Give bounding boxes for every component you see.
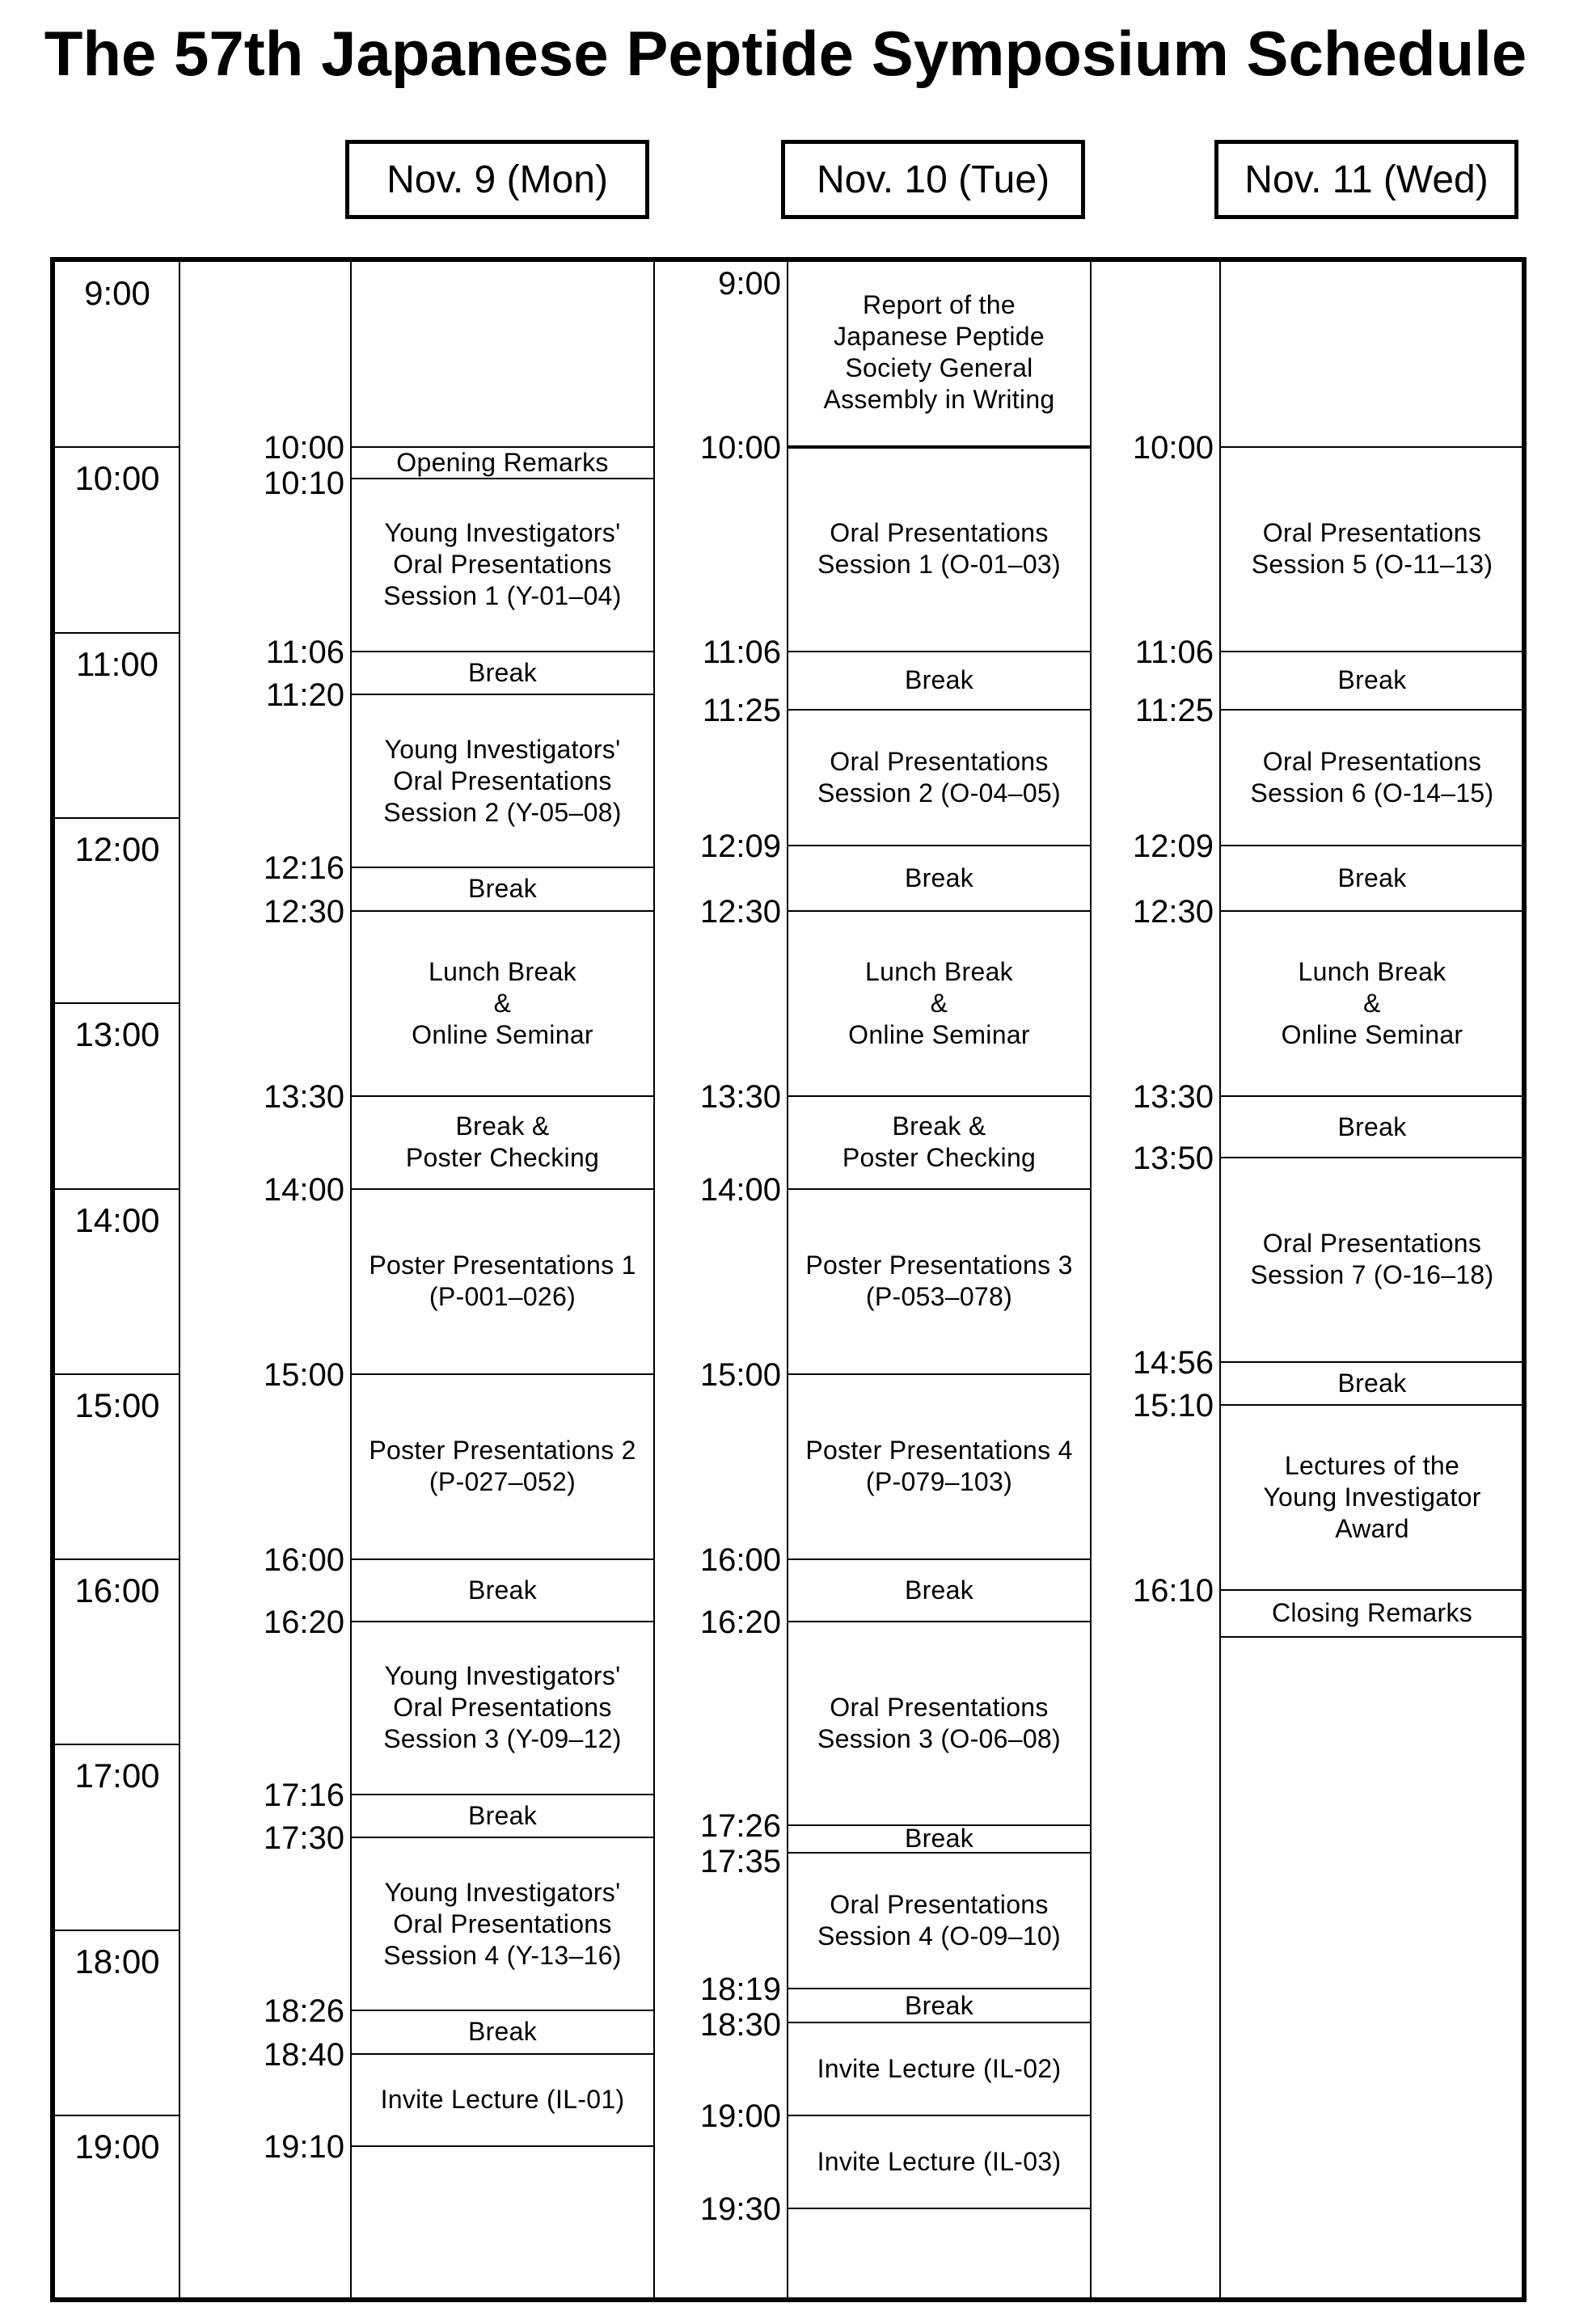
hour-divider bbox=[55, 1002, 179, 1004]
time-label-wed: 16:10 bbox=[1132, 1573, 1214, 1609]
time-label-tue: 15:00 bbox=[699, 1356, 781, 1393]
time-label-tue: 17:35 bbox=[699, 1843, 781, 1879]
event-block-tue: Break bbox=[904, 863, 974, 892]
event-block-tue: Invite Lecture (IL-02) bbox=[817, 2054, 1062, 2084]
event-block-tue: Oral Presentations Session 1 (O-01–03) bbox=[817, 518, 1061, 580]
column-divider bbox=[179, 262, 180, 2297]
time-label-tue: 16:00 bbox=[699, 1542, 781, 1579]
event-block-mon: Young Investigators' Oral Presentations Session 4 (Y-13–16) bbox=[383, 1877, 622, 1970]
time-label-tue: 10:00 bbox=[699, 430, 781, 466]
event-block-mon: Lunch Break & Online Seminar bbox=[412, 956, 593, 1049]
event-block-mon: Break & Poster Checking bbox=[405, 1111, 600, 1173]
hour-divider bbox=[55, 446, 179, 448]
hour-divider bbox=[55, 1558, 179, 1560]
hour-divider bbox=[55, 1188, 179, 1190]
time-label-tue: 17:26 bbox=[699, 1807, 781, 1844]
event-block-tue: Oral Presentations Session 2 (O-04–05) bbox=[817, 747, 1061, 808]
event-block-mon: Young Investigators' Oral Presentations Session 1 (Y-01–04) bbox=[383, 518, 622, 611]
time-label-wed: 13:50 bbox=[1132, 1141, 1214, 1177]
time-label-mon: 15:00 bbox=[263, 1356, 344, 1393]
time-label-mon: 18:26 bbox=[263, 1993, 344, 2030]
time-label-tue: 18:30 bbox=[699, 2007, 781, 2044]
time-label-tue: 11:25 bbox=[702, 693, 781, 729]
time-label-tue: 11:06 bbox=[702, 634, 781, 670]
event-block-tue: Lunch Break & Online Seminar bbox=[848, 956, 1030, 1049]
hour-label: 12:00 bbox=[74, 829, 160, 868]
hour-label: 19:00 bbox=[74, 2128, 160, 2166]
event-block-wed: Lectures of the Young Investigator Award bbox=[1263, 1451, 1481, 1544]
time-label-tue: 14:00 bbox=[699, 1171, 781, 1208]
hour-divider bbox=[55, 2115, 179, 2116]
time-label-mon: 17:30 bbox=[263, 1820, 344, 1857]
event-block-wed: Break bbox=[1337, 1111, 1407, 1141]
event-block-mon: Break bbox=[467, 2017, 538, 2047]
time-label-mon: 19:10 bbox=[263, 2129, 344, 2166]
event-block-tue: Break bbox=[904, 665, 974, 695]
time-label-tue: 12:30 bbox=[699, 893, 781, 930]
event-block-mon: Poster Presentations 2 (P-027–052) bbox=[369, 1436, 636, 1497]
event-block-tue: Poster Presentations 4 (P-079–103) bbox=[805, 1436, 1073, 1497]
time-label-wed: 13:30 bbox=[1132, 1078, 1214, 1115]
day-header-tue: Nov. 10 (Tue) bbox=[781, 140, 1085, 219]
event-block-mon: Invite Lecture (IL-01) bbox=[380, 2085, 625, 2115]
event-block-tue: Oral Presentations Session 3 (O-06–08) bbox=[817, 1692, 1061, 1753]
hour-divider bbox=[55, 817, 179, 819]
event-block-tue: Poster Presentations 3 (P-053–078) bbox=[805, 1251, 1073, 1312]
time-label-mon: 12:16 bbox=[263, 850, 344, 887]
event-block-tue: Break bbox=[904, 1575, 974, 1605]
time-label-wed: 15:10 bbox=[1132, 1388, 1214, 1424]
hour-label: 9:00 bbox=[84, 274, 150, 312]
event-block-mon: Poster Presentations 1 (P-001–026) bbox=[369, 1251, 636, 1312]
event-block-mon: Young Investigators' Oral Presentations Session 2 (Y-05–08) bbox=[383, 734, 622, 827]
time-label-mon: 11:06 bbox=[265, 634, 344, 670]
time-label-wed: 12:30 bbox=[1132, 893, 1214, 930]
time-label-tue: 19:00 bbox=[699, 2098, 781, 2134]
time-label-mon: 13:30 bbox=[263, 1078, 344, 1115]
event-block-wed: Oral Presentations Session 5 (O-11–13) bbox=[1251, 518, 1493, 580]
event-block-mon: Break bbox=[467, 874, 538, 904]
event-block-tue: Break bbox=[904, 1824, 974, 1854]
time-label-mon: 16:20 bbox=[263, 1604, 344, 1640]
time-label-tue: 9:00 bbox=[718, 266, 781, 302]
day-header-wed: Nov. 11 (Wed) bbox=[1214, 140, 1518, 219]
hour-divider bbox=[55, 1930, 179, 1931]
event-block-mon: Young Investigators' Oral Presentations Session 3 (Y-09–12) bbox=[383, 1661, 622, 1754]
hour-label: 11:00 bbox=[76, 644, 158, 683]
hour-label: 17:00 bbox=[74, 1757, 160, 1795]
event-block-tue: Break bbox=[904, 1990, 974, 2020]
day-header-mon: Nov. 9 (Mon) bbox=[345, 140, 649, 219]
hour-label: 15:00 bbox=[74, 1386, 160, 1424]
event-block-wed: Oral Presentations Session 7 (O-16–18) bbox=[1250, 1229, 1494, 1290]
time-label-tue: 19:30 bbox=[699, 2191, 781, 2227]
event-block-wed: Break bbox=[1337, 665, 1407, 695]
time-label-mon: 18:40 bbox=[263, 2036, 344, 2073]
event-block-wed: Closing Remarks bbox=[1271, 1598, 1473, 1628]
event-block-wed: Break bbox=[1337, 1368, 1407, 1398]
event-block-wed: Lunch Break & Online Seminar bbox=[1281, 956, 1463, 1049]
event-block-tue: Report of the Japanese Peptide Society General Assembly in Writing bbox=[823, 290, 1055, 414]
event-block-mon: Opening Remarks bbox=[396, 447, 609, 477]
time-label-tue: 18:19 bbox=[699, 1972, 781, 2008]
event-block-mon: Break bbox=[467, 1575, 538, 1605]
hour-label: 13:00 bbox=[74, 1015, 160, 1054]
event-block-tue: Break & Poster Checking bbox=[842, 1111, 1037, 1173]
page-title: The 57th Japanese Peptide Symposium Schedule bbox=[44, 18, 1527, 89]
hour-divider bbox=[55, 1744, 179, 1745]
time-label-mon: 11:20 bbox=[265, 677, 344, 714]
event-block-mon: Break bbox=[467, 1800, 538, 1830]
hour-label: 14:00 bbox=[74, 1200, 160, 1239]
time-label-wed: 12:09 bbox=[1132, 829, 1214, 865]
event-block-wed: Oral Presentations Session 6 (O-14–15) bbox=[1250, 747, 1494, 808]
event-block-wed: Break bbox=[1337, 863, 1407, 892]
time-label-mon: 10:10 bbox=[263, 466, 344, 502]
time-label-mon: 10:00 bbox=[263, 430, 344, 466]
time-label-mon: 14:00 bbox=[263, 1171, 344, 1208]
time-label-mon: 17:16 bbox=[263, 1777, 344, 1813]
time-label-tue: 12:09 bbox=[699, 829, 781, 865]
hour-divider bbox=[55, 632, 179, 634]
time-label-wed: 11:25 bbox=[1134, 693, 1214, 729]
event-block-tue: Invite Lecture (IL-03) bbox=[817, 2146, 1062, 2176]
hour-label: 10:00 bbox=[74, 459, 160, 498]
event-block-tue: Oral Presentations Session 4 (O-09–10) bbox=[817, 1890, 1061, 1951]
time-label-tue: 13:30 bbox=[699, 1078, 781, 1115]
time-label-mon: 16:00 bbox=[263, 1542, 344, 1579]
time-label-wed: 11:06 bbox=[1134, 634, 1214, 670]
schedule-grid bbox=[50, 257, 1527, 2302]
time-label-mon: 12:30 bbox=[263, 893, 344, 930]
time-label-wed: 10:00 bbox=[1132, 430, 1214, 466]
hour-divider bbox=[55, 1373, 179, 1375]
event-block-mon: Break bbox=[467, 657, 538, 687]
hour-label: 16:00 bbox=[74, 1571, 160, 1610]
hour-label: 18:00 bbox=[74, 1942, 160, 1980]
time-label-tue: 16:20 bbox=[699, 1604, 781, 1640]
time-label-wed: 14:56 bbox=[1132, 1344, 1214, 1381]
